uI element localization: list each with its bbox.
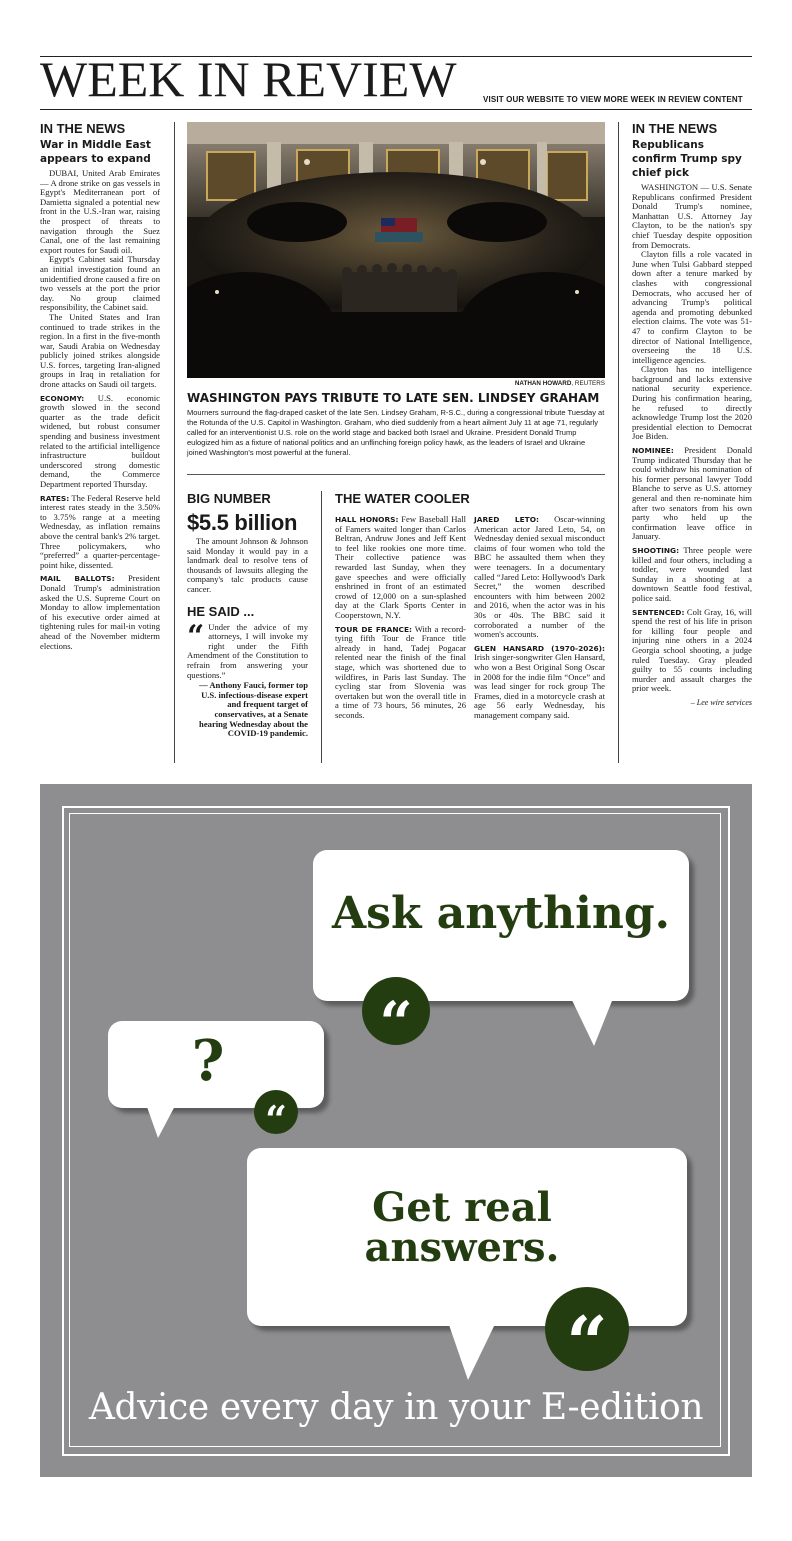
big-number-value: $5.5 billion bbox=[187, 510, 298, 535]
photo-headline: WASHINGTON PAYS TRIBUTE TO LATE SEN. LINDSEY GRAHAM bbox=[187, 391, 600, 405]
quote-icon: “ bbox=[362, 977, 430, 1045]
column-divider bbox=[618, 122, 619, 763]
column-divider bbox=[174, 122, 175, 763]
bubble-tail bbox=[146, 1104, 176, 1140]
left-paragraph: The United States and Iran continued to trade strikes in the region. In a first in the five-month war, Saudi Arabia on Wednesday publicly joined strikes alongside U.S. forces, targeting Iran-aligned groups in Iraq in retaliation for drone attacks on Saudi oil targets. bbox=[40, 311, 160, 390]
photo-caption: Mourners surround the flag-draped casket of the late Sen. Lindsey Graham, R-S.C., during a congressional tribute Tuesday at the Rotunda of the U.S. Capitol in Washington. Graham, who died suddenly from a heart ailment July 11 at age 71, regularly called for an interventionist U.S. role on the world stage and backed both Israel and Ukraine. President Donald Trump eulogized him as a fixture of national politics and an unflinching foreign policy hawk, as the leaders of Israel and Ukraine joined Washington's most powerful at the funeral. bbox=[187, 408, 605, 457]
big-number-text: The amount Johnson & Johnson said Monday it would pay in a landmark deal to resolve tens of thousands of lawsuits alleging the company's talc products cause cancer. bbox=[187, 536, 308, 594]
left-brief-rates: RATES: The Federal Reserve held interest rates steady in the 3.50% to 3.75% range at a meeting Wednesday, as inflation remains above the central bank's 2% target. Three policymakers, who “preferred” a quarter-percentage-point hike, dissented. bbox=[40, 492, 160, 570]
right-news-column bbox=[632, 121, 752, 707]
rotunda-photo bbox=[187, 122, 605, 378]
left-paragraph: Egypt's Cabinet said Thursday an initial investigation found an unidentified drone caused a fire on two vessels at the port the prior day. No group claimed responsibility, the Cabinet said. bbox=[40, 254, 160, 313]
brief-label: MAIL BALLOTS: bbox=[40, 574, 115, 584]
section-rule bbox=[187, 474, 605, 475]
right-brief-shooting: SHOOTING: Three people were killed and four others, including a toddler, were wounded last Sunday in a shooting at a downtown Seattle food festival, police said. bbox=[632, 544, 752, 603]
photo-credit: NATHAN HOWARD, REUTERS bbox=[514, 380, 605, 387]
bubble-tail bbox=[570, 996, 614, 1048]
right-brief-sentenced: SENTENCED: Colt Gray, 16, will spend the rest of his life in prison for killing four people and injuring nine others in a 2024 Georgia school shooting, a judge ruled Tuesday. Gray pleaded guilty to 55 counts including murder and assault charges the prior week. bbox=[632, 606, 752, 694]
right-brief-nominee: NOMINEE: President Donald Trump indicated Thursday that he could withdraw his nomination of his former personal lawyer Todd Blanche to serve as U.S. attorney general and then re-nominate him after two senators from his own party who held up the confirmation leave office in January. bbox=[632, 445, 752, 542]
wire-credit: – Lee wire services bbox=[690, 697, 752, 707]
quote-icon: “ bbox=[545, 1287, 629, 1371]
right-kicker: IN THE NEWS bbox=[632, 121, 718, 136]
question-mark: ? bbox=[191, 1028, 225, 1094]
water-cooler-item: TOUR DE FRANCE: With a record-tying fifth Tour de France title already in hand, Tadej Pogacar relented near the finish of the final stage, which was shortened due to wildfires, in Paris last Sunday. The cycling star from Slovenia was overtaken but won the overall title in a time of 73 hours, 56 minutes, 26 seconds. bbox=[335, 623, 467, 720]
brief-label: ECONOMY: bbox=[40, 393, 85, 403]
water-cooler-item: HALL HONORS: Few Baseball Hall of Famers waited longer than Carlos Beltran, Andruw Jones and Jeff Kent to feel like rookies one more time. Their collective patience was rewarded last Sunday, when they gave speeches and were officially enshrined in front of an estimated crowd of 12,000 on a sun-splashed day at the Clark Sports Center in Cooperstown, N.Y. bbox=[335, 514, 467, 620]
e-edition-ad[interactable] bbox=[40, 784, 752, 1477]
masthead-rule bbox=[40, 109, 752, 110]
left-kicker: IN THE NEWS bbox=[40, 121, 126, 136]
water-cooler-heading: THE WATER COOLER bbox=[335, 491, 470, 506]
water-cooler-item: JARED LETO: Oscar-winning American actor Jared Leto, 54, on Wednesday denied sexual misconduct claims of four women who told the BBC he assaulted them when they were teenagers. In a documentary called “Jared Leto: Hollywood's Dark Secret,” the women described encounters with him between 2002 and 2016, when the actor was in his 30s or 40s. The BBC said it corroborated a number of the women's accounts. bbox=[474, 514, 605, 640]
quote-icon: “ bbox=[254, 1090, 298, 1134]
ad-headline-ask: Ask anything. bbox=[332, 888, 670, 939]
bubble-tail bbox=[448, 1322, 496, 1382]
he-said-attribution: — Anthony Fauci, former top U.S. infectious-disease expert and frequent target of conservatives, at a Senate hearing Wednesday about the COVID-19 pandemic. bbox=[199, 680, 308, 739]
left-headline: War in Middle East appears to expand bbox=[40, 139, 151, 165]
right-paragraph: Clayton fills a role vacated in June when Tulsi Gabbard stepped down after a tenure marked by clashes with congressional Democrats, who accused her of advancing Trump's political agenda and promoting debunked election claims. The vote was 51-47 to confirm Clayton to be director of National Intelligence, overseeing the 18 U.S. intelligence agencies. bbox=[632, 249, 752, 365]
right-headline: Republicans confirm Trump spy chief pick bbox=[632, 139, 742, 179]
he-said-quote: Under the advice of my attorneys, I will invoke my right under the Fifth Amendment of the Constitution to refrain from answering your questions.” bbox=[187, 621, 308, 680]
left-brief-economy: ECONOMY: U.S. economic growth slowed in the second quarter as the trade deficit widened, but robust consumer spending and business investment related to the artificial intelligence infrastructure buildout underscored strong domestic demand, the Commerce Department reported Thursday. bbox=[40, 392, 160, 489]
water-cooler-section bbox=[335, 491, 605, 720]
ad-call-to-action[interactable]: Advice every day in your E-edition bbox=[88, 1387, 704, 1428]
left-brief-mail-ballots: MAIL BALLOTS: President Donald Trump's administration asked the U.S. Supreme Court on Monday to allow implementation of his executive order aimed at tightening rules for mail-in voting ahead of the November midterm elections. bbox=[40, 573, 160, 651]
website-link[interactable]: VISIT OUR WEBSITE TO VIEW MORE WEEK IN REVIEW CONTENT bbox=[483, 95, 743, 104]
brief-label: RATES: bbox=[40, 493, 70, 503]
left-news-column bbox=[40, 121, 160, 651]
water-cooler-item: GLEN HANSARD (1970-2026): Irish singer-songwriter Glen Hansard, who won a Best Original Song Oscar in 2008 for the indie film “Once” and was lead singer for rock group The Frames, died in a motorcycle crash at age 56 early Wednesday, his management company said. bbox=[474, 643, 605, 720]
column-divider bbox=[321, 491, 322, 763]
he-said-heading: HE SAID ... bbox=[187, 603, 255, 619]
page-title: WEEK IN REVIEW bbox=[40, 51, 457, 107]
quote-icon: “ bbox=[187, 618, 205, 654]
right-paragraph: Clayton has no intelligence background and lacks extensive national security experience. During his confirmation hearing, he refused to directly acknowledge Trump lost the 2020 presidential election to Democrat Joe Biden. bbox=[632, 364, 752, 442]
ad-headline-answers: Get real answers. bbox=[364, 1184, 560, 1271]
big-number-section bbox=[187, 491, 308, 739]
big-number-heading: BIG NUMBER bbox=[187, 491, 271, 506]
left-paragraph: DUBAI, United Arab Emirates — A drone strike on gas vessels in Egypt's Mediterranean port of Damietta signaled a potential new front in the U.S.-Iran war, raising the prospect of threats to navigation through the Suez Canal, one of the last remaining export routes for Saudi oil. bbox=[40, 168, 160, 255]
right-paragraph: WASHINGTON — U.S. Senate Republicans confirmed President Donald Trump's nominee, Manhattan U.S. Attorney Jay Clayton, to be the nation's spy chief Tuesday despite opposition from Democrats. bbox=[632, 182, 752, 250]
